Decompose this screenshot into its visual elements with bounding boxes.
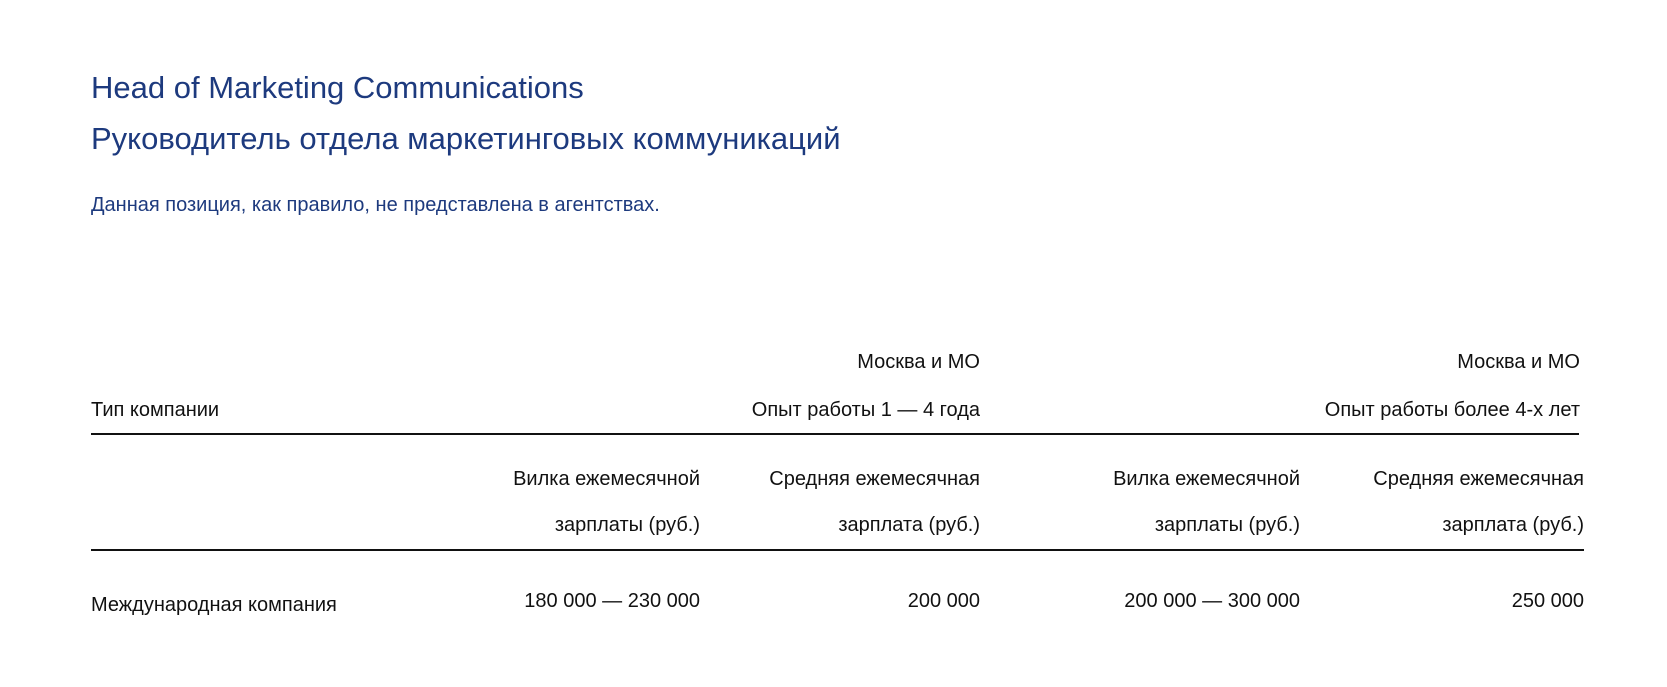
subheader-range-2-line1: Вилка ежемесячной (1113, 468, 1300, 490)
position-note: Данная позиция, как правило, не представлена в агентствах. (91, 194, 660, 216)
company-type-header: Тип компании (91, 399, 220, 421)
header-divider (91, 433, 1579, 435)
subheader-avg-2-line1: Средняя ежемесячная (1373, 468, 1584, 490)
page-title-english: Head of Marketing Communications (91, 70, 584, 105)
subheader-divider (91, 549, 1584, 551)
avg-1-4-cell: 200 000 (907, 590, 980, 612)
group-1-region: Москва и МО (857, 351, 980, 373)
group-1-experience: Опыт работы 1 — 4 года (751, 399, 980, 421)
range-4plus-cell: 200 000 — 300 000 (1124, 590, 1300, 612)
group-2-region: Москва и МО (1457, 351, 1580, 373)
page-title-russian: Руководитель отдела маркетинговых коммуникаций (91, 121, 841, 156)
subheader-range-2-line2: зарплаты (руб.) (1154, 514, 1300, 536)
range-1-4-cell: 180 000 — 230 000 (524, 590, 700, 612)
subheader-range-1-line2: зарплаты (руб.) (554, 514, 700, 536)
subheader-avg-1-line1: Средняя ежемесячная (769, 468, 980, 490)
company-name-cell: Международная компания (91, 594, 337, 616)
subheader-avg-2-line2: зарплата (руб.) (1442, 514, 1584, 536)
subheader-avg-1-line2: зарплата (руб.) (838, 514, 980, 536)
group-2-experience: Опыт работы более 4-х лет (1324, 399, 1580, 421)
subheader-range-1-line1: Вилка ежемесячной (513, 468, 700, 490)
avg-4plus-cell: 250 000 (1511, 590, 1584, 612)
